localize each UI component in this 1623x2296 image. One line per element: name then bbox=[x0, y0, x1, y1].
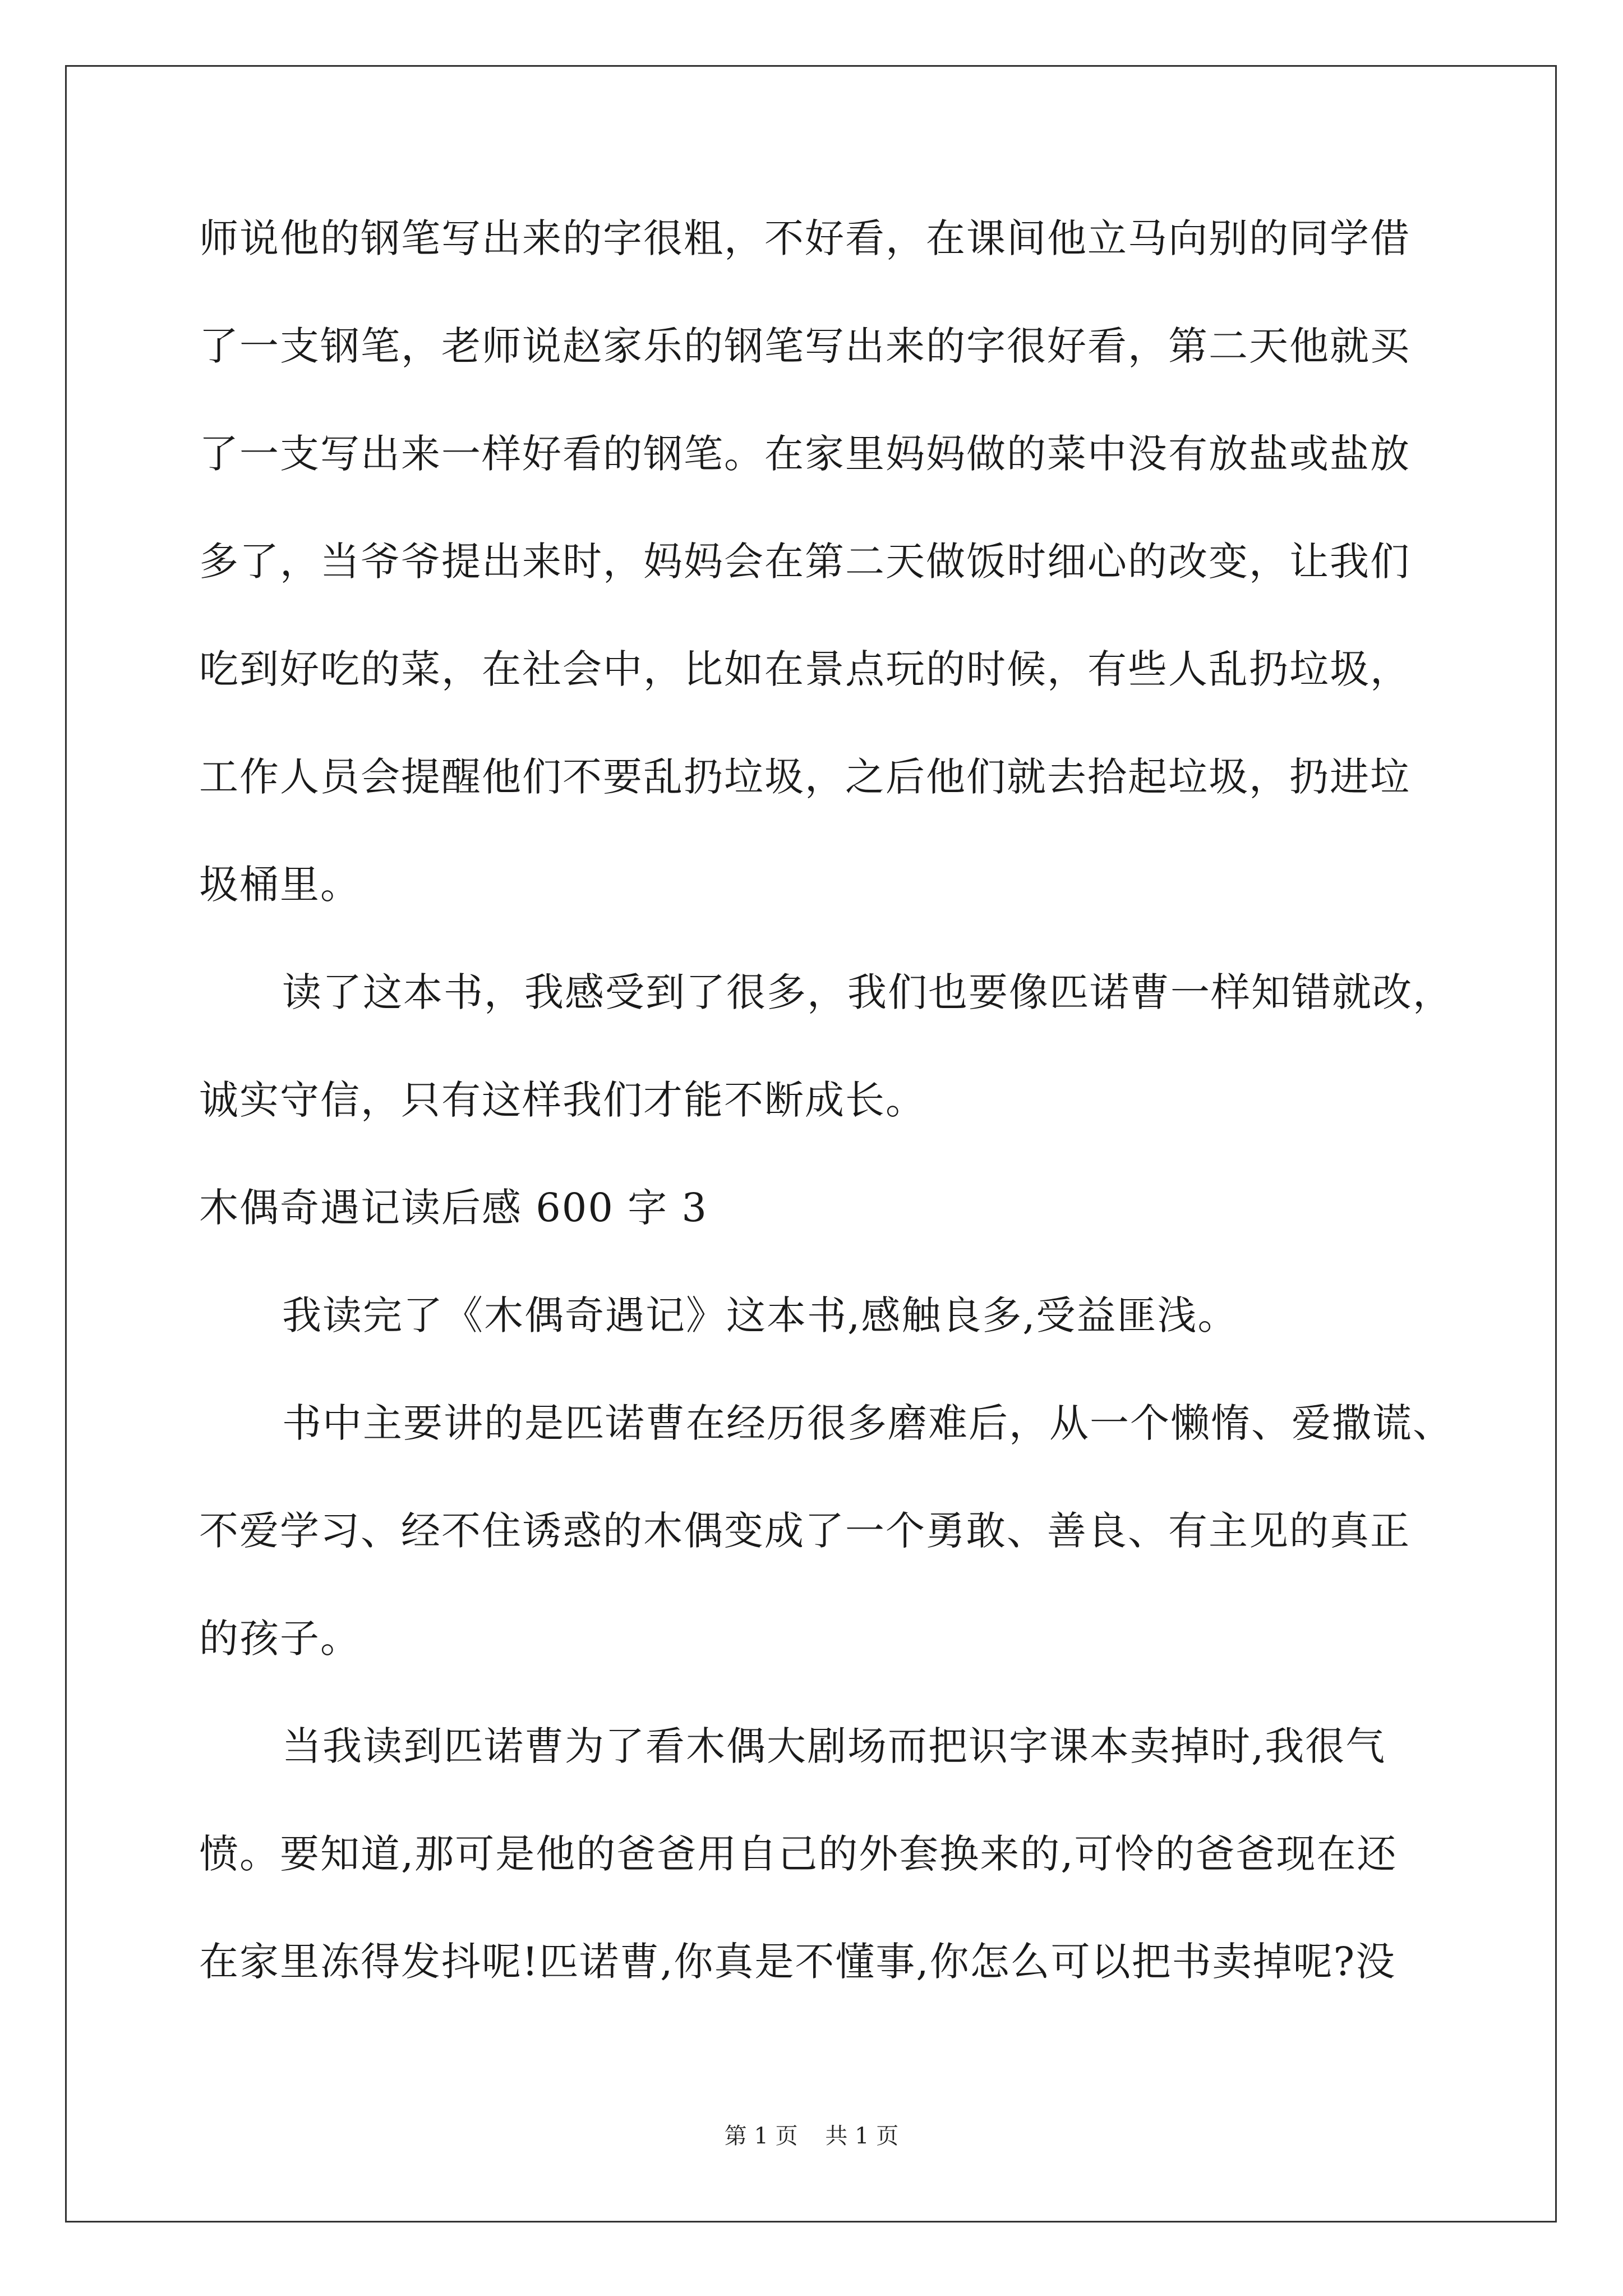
paragraph-line: 读了这本书，我感受到了很多，我们也要像匹诺曹一样知错就改， bbox=[282, 969, 1453, 1015]
paragraph-line: 书中主要讲的是匹诺曹在经历很多磨难后，从一个懒惰、爱撒谎、 bbox=[282, 1400, 1453, 1446]
paragraph-line: 工作人员会提醒他们不要乱扔垃圾，之后他们就去拾起垃圾，扔进垃 bbox=[199, 754, 1410, 800]
paragraph-line: 在家里冻得发抖呢!匹诺曹,你真是不懂事,你怎么可以把书卖掉呢?没 bbox=[199, 1939, 1396, 1985]
paragraph-line: 了一支钢笔，老师说赵家乐的钢笔写出来的字很好看，第二天他就买 bbox=[199, 323, 1410, 369]
paragraph-line: 不爱学习、经不住诱惑的木偶变成了一个勇敢、善良、有主见的真正 bbox=[199, 1508, 1410, 1554]
page-footer bbox=[0, 2125, 1623, 2147]
paragraph-line: 多了，当爷爷提出来时，妈妈会在第二天做饭时细心的改变，让我们 bbox=[199, 539, 1410, 585]
paragraph-line: 我读完了《木偶奇遇记》这本书,感触良多,受益匪浅。 bbox=[282, 1292, 1238, 1338]
paragraph-line: 当我读到匹诺曹为了看木偶大剧场而把识字课本卖掉时,我很气 bbox=[282, 1723, 1386, 1769]
paragraph-line: 的孩子。 bbox=[199, 1616, 361, 1662]
page-number-total: 共 1 页 bbox=[825, 2123, 899, 2149]
paragraph-line: 师说他的钢笔写出来的字很粗，不好看，在课间他立马向别的同学借 bbox=[199, 215, 1410, 261]
paragraph-line: 了一支写出来一样好看的钢笔。在家里妈妈做的菜中没有放盐或盐放 bbox=[199, 431, 1410, 477]
paragraph-line: 圾桶里。 bbox=[199, 862, 361, 908]
paragraph-line: 诚实守信，只有这样我们才能不断成长。 bbox=[199, 1077, 926, 1123]
paragraph-line: 愤。要知道,那可是他的爸爸用自己的外套换来的,可怜的爸爸现在还 bbox=[199, 1831, 1398, 1877]
document-body bbox=[199, 215, 1453, 2050]
section-heading: 木偶奇遇记读后感 600 字 3 bbox=[199, 1185, 708, 1231]
page-number-current: 第 1 页 bbox=[724, 2123, 798, 2149]
paragraph-line: 吃到好吃的菜，在社会中，比如在景点玩的时候，有些人乱扔垃圾， bbox=[199, 646, 1410, 692]
